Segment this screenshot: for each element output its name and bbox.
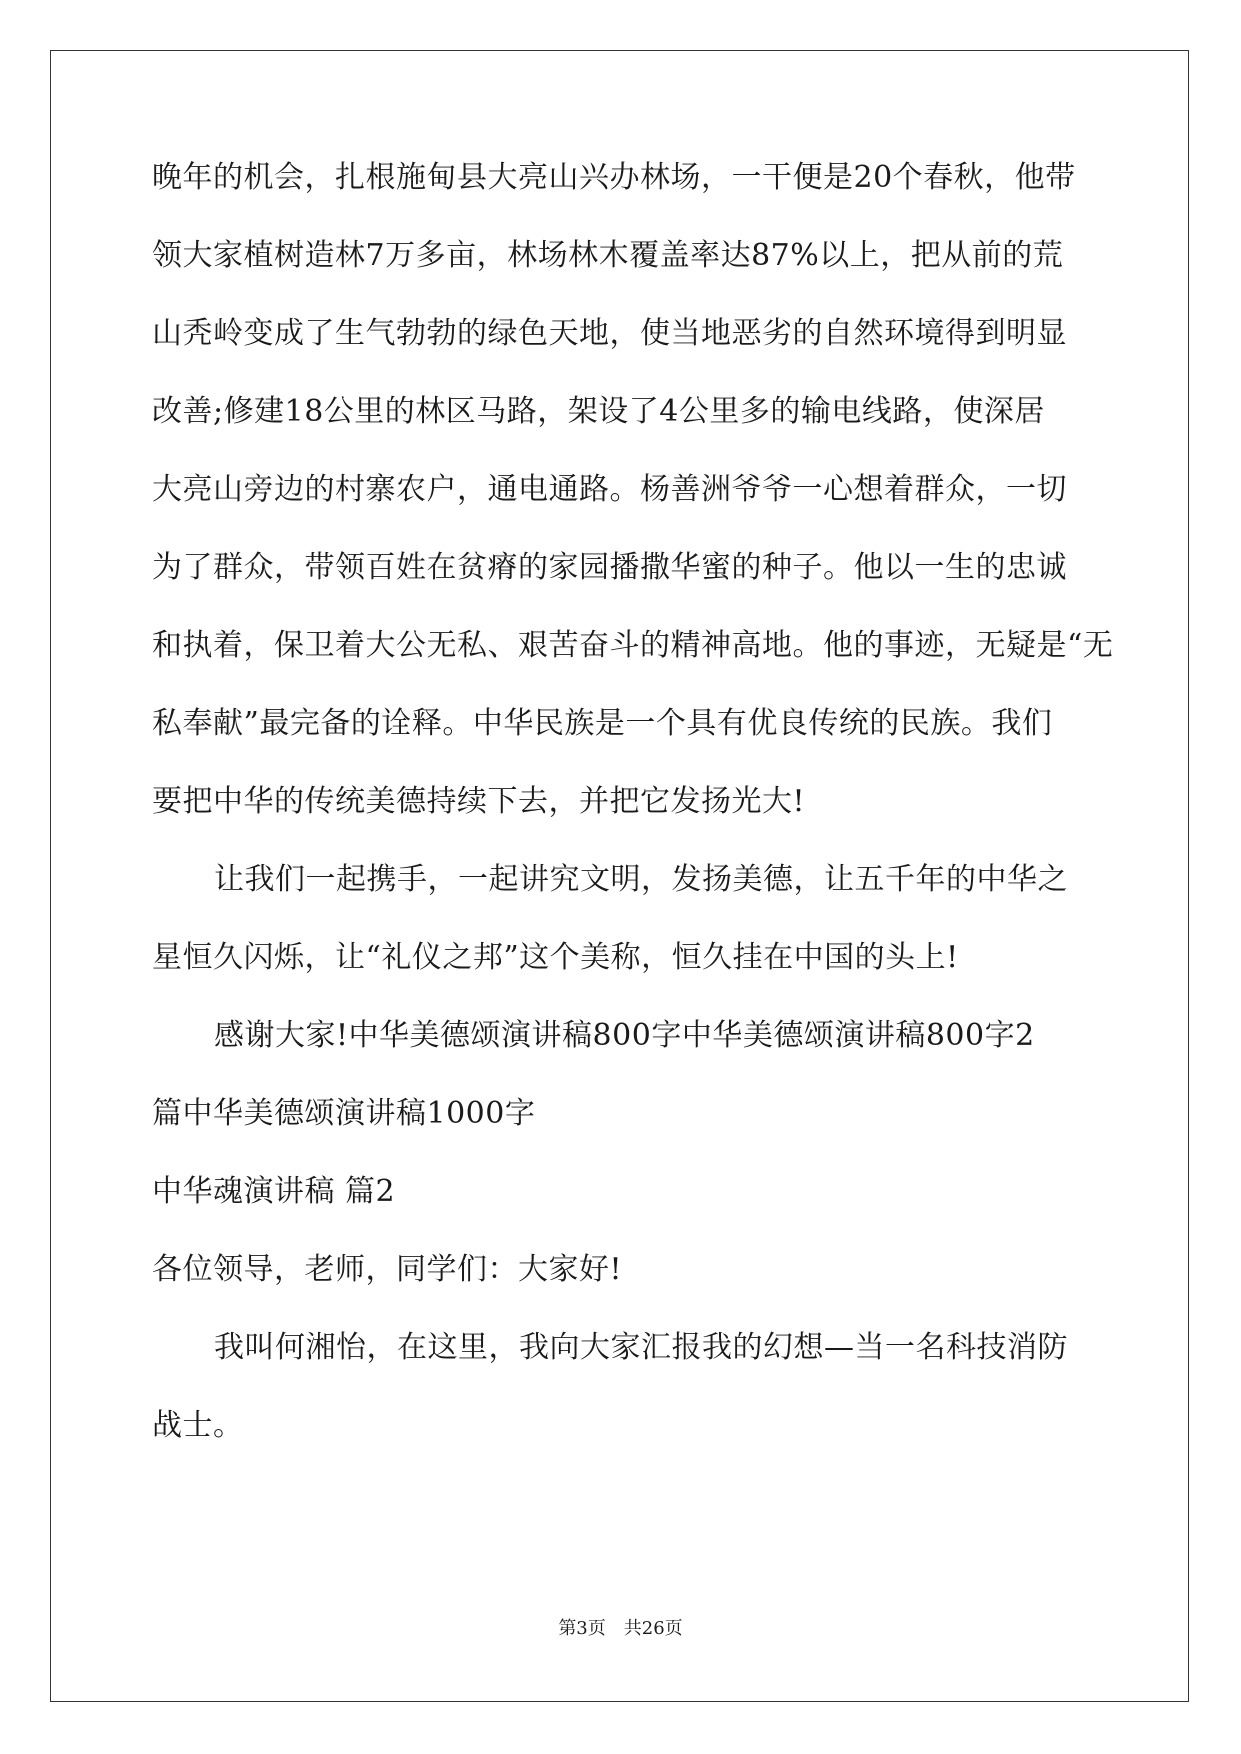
text-line: 晚年的机会，扎根施甸县大亮山兴办林场，一干便是20个春秋，他带 (152, 160, 1076, 195)
text-line: 我叫何湘怡，在这里，我向大家汇报我的幻想—当一名科技消防 (214, 1330, 1068, 1365)
text-line: 私奉献”最完备的诠释。中华民族是一个具有优良传统的民族。我们 (152, 706, 1053, 741)
text-line: 要把中华的传统美德持续下去，并把它发扬光大! (152, 784, 806, 819)
text-line: 让我们一起携手，一起讲究文明，发扬美德，让五千年的中华之 (214, 862, 1068, 897)
section-heading: 中华魂演讲稿 篇2 (152, 1174, 396, 1209)
text-line: 改善;修建18公里的林区马路，架设了4公里多的输电线路，使深居 (152, 394, 1045, 429)
text-line: 和执着，保卫着大公无私、艰苦奋斗的精神高地。他的事迹，无疑是“无 (152, 628, 1114, 663)
text-line: 大亮山旁边的村寨农户，通电通路。杨善洲爷爷一心想着群众，一切 (152, 472, 1067, 507)
page-footer (0, 1618, 1241, 1640)
salutation: 各位领导，老师，同学们：大家好! (152, 1252, 623, 1287)
text-line: 星恒久闪烁，让“礼仪之邦”这个美称，恒久挂在中国的头上! (152, 940, 959, 975)
text-line: 篇中华美德颂演讲稿1000字 (152, 1096, 536, 1131)
text-line: 山秃岭变成了生气勃勃的绿色天地，使当地恶劣的自然环境得到明显 (152, 316, 1067, 351)
text-line: 感谢大家!中华美德颂演讲稿800字中华美德颂演讲稿800字2 (214, 1018, 1035, 1053)
total-pages: 共26页 (623, 1618, 683, 1639)
text-line: 战士。 (152, 1408, 244, 1443)
page-number: 第3页 (558, 1618, 606, 1639)
text-line: 为了群众，带领百姓在贫瘠的家园播撒华蜜的种子。他以一生的忠诚 (152, 550, 1067, 585)
text-line: 领大家植树造林7万多亩，林场林木覆盖率达87%以上，把从前的荒 (152, 238, 1064, 273)
